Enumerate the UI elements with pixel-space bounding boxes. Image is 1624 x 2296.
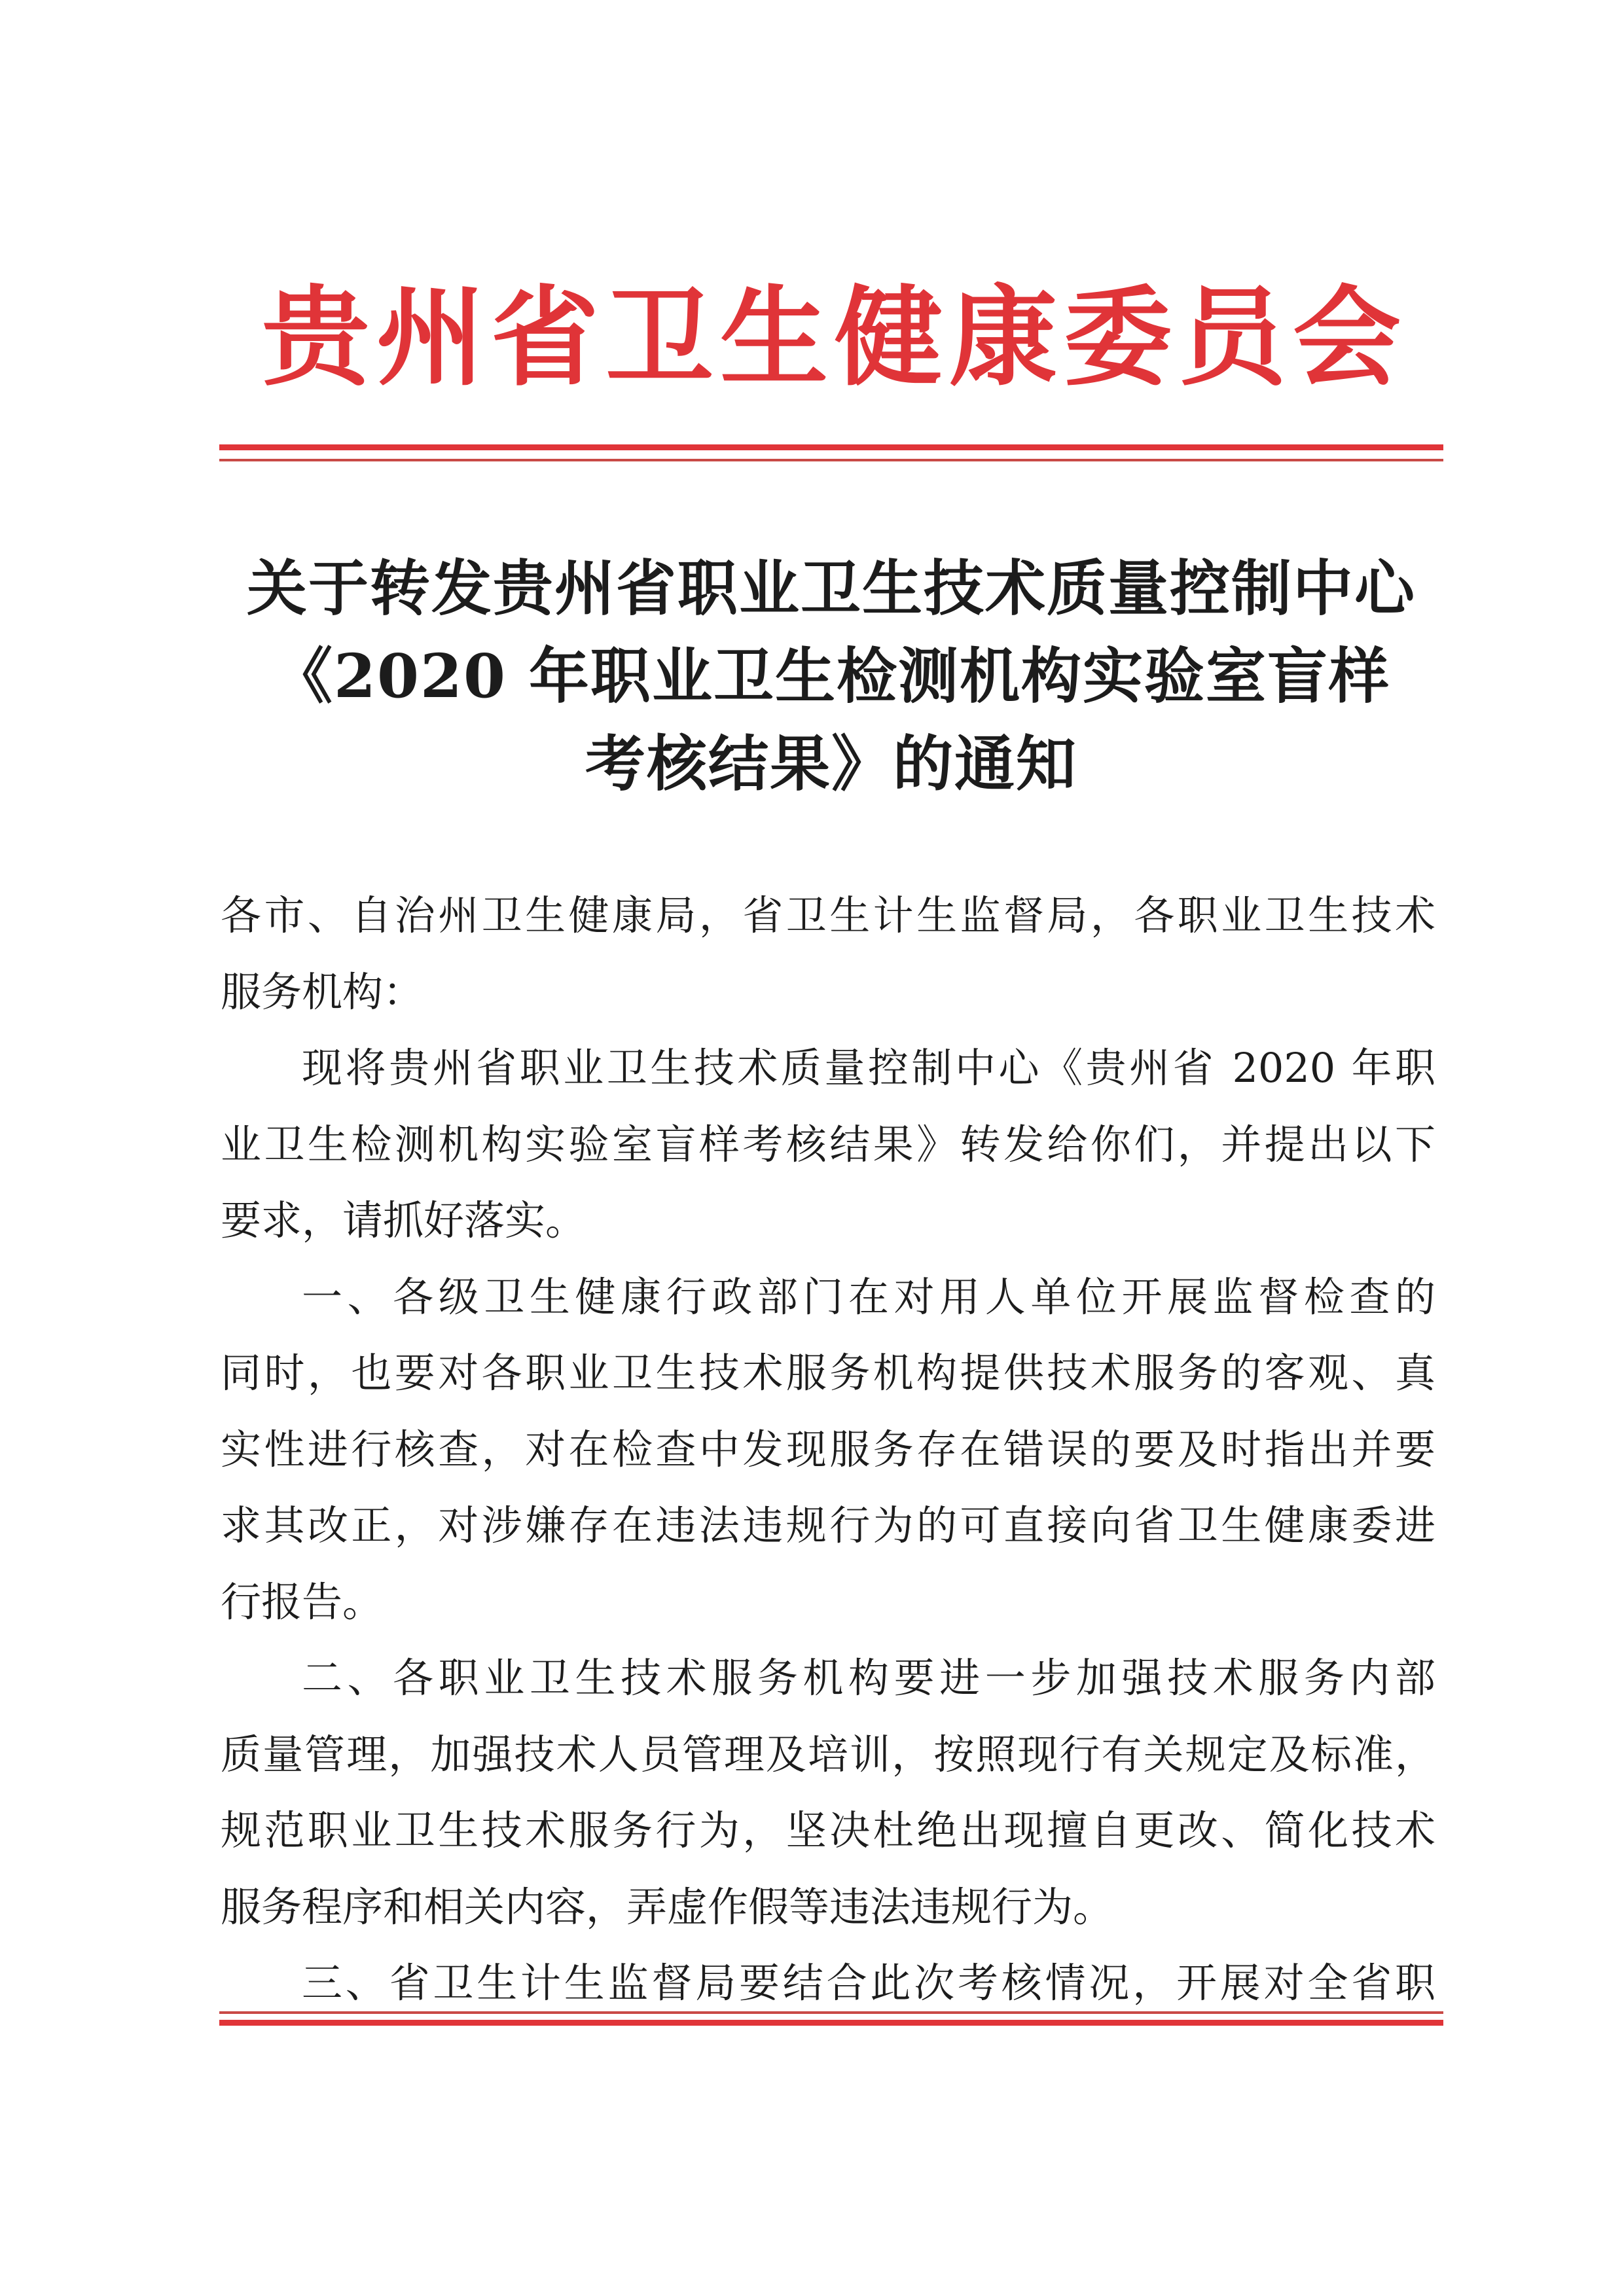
footer-divider-thick	[219, 2020, 1443, 2026]
body-line-salutation: 服务机构：	[221, 967, 424, 1016]
body-line: 行报告。	[221, 1577, 384, 1626]
footer-divider-thin	[219, 2011, 1443, 2014]
document-title-line: 考核结果》的通知	[585, 728, 1077, 799]
body-line-salutation: 各市、自治州卫生健康局，省卫生计生监督局，各职业卫生技术	[221, 891, 1435, 939]
body-line: 现将贵州省职业卫生技术质量控制中心《贵州省 2020 年职	[302, 1044, 1435, 1092]
document-title	[219, 545, 1443, 808]
body-line-item-3: 三、省卫生计生监督局要结合此次考核情况，开展对全省职	[302, 1959, 1435, 2007]
document-body	[221, 878, 1435, 2022]
body-line: 服务程序和相关内容，弄虚作假等违法违规行为。	[221, 1882, 1114, 1931]
document-title-line: 关于转发贵州省职业卫生技术质量控制中心	[246, 553, 1416, 624]
letterhead-divider-thick	[219, 444, 1443, 450]
letterhead-org-name: 贵州省卫生健康委员会	[262, 274, 1407, 401]
body-line-item-1: 一、各级卫生健康行政部门在对用人单位开展监督检查的	[302, 1272, 1435, 1321]
document-title-line: 《2020 年职业卫生检测机构实验室盲样	[272, 641, 1391, 711]
body-line-item-2: 二、各职业卫生技术服务机构要进一步加强技术服务内部	[302, 1654, 1435, 1702]
body-line: 求其改正，对涉嫌存在违法违规行为的可直接向省卫生健康委进	[221, 1501, 1435, 1549]
body-line: 业卫生检测机构实验室盲样考核结果》转发给你们，并提出以下	[221, 1120, 1435, 1168]
body-line: 规范职业卫生技术服务行为，坚决杜绝出现擅自更改、简化技术	[221, 1806, 1435, 1854]
body-line: 同时，也要对各职业卫生技术服务机构提供技术服务的客观、真	[221, 1349, 1435, 1397]
body-line: 要求，请抓好落实。	[221, 1196, 586, 1244]
body-line: 实性进行核查，对在检查中发现服务存在错误的要及时指出并要	[221, 1425, 1435, 1473]
body-line: 质量管理，加强技术人员管理及培训，按照现行有关规定及标准，	[221, 1730, 1435, 1778]
letterhead-divider-thin	[219, 459, 1443, 461]
